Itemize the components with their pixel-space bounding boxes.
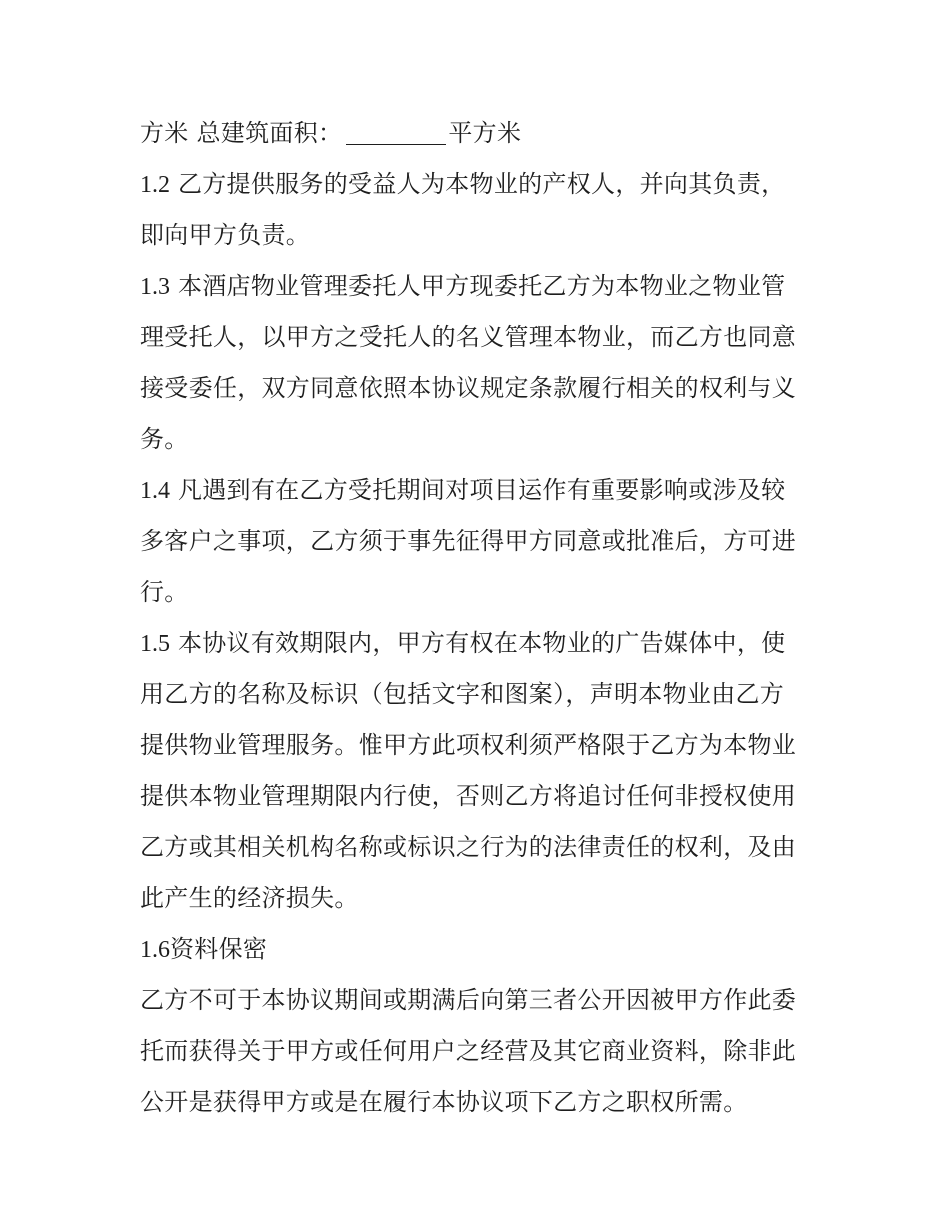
clause-1-5 bbox=[140, 618, 820, 924]
clause-line: 多客户之事项，乙方须于事先征得甲方同意或批准后，方可进 bbox=[140, 527, 797, 555]
clause-1-3 bbox=[140, 261, 820, 465]
clause-line: 用乙方的名称及标识（包括文字和图案），声明本物业由乙方 bbox=[140, 680, 785, 708]
clause-text: 本酒店物业管理委托人甲方现委托乙方为本物业之物业管 bbox=[177, 272, 786, 300]
paragraph-line: 乙方不可于本协议期间或期满后向第三者公开因被甲方作此委 bbox=[140, 986, 797, 1014]
clause-line: 此产生的经济损失。 bbox=[140, 884, 359, 912]
total-area-line bbox=[140, 108, 820, 159]
clause-line: 务。 bbox=[140, 425, 189, 453]
clause-line: 提供本物业管理期限内行使，否则乙方将追讨任何非授权使用 bbox=[140, 782, 797, 810]
clause-number: 1.2 bbox=[140, 172, 170, 198]
clause-1-2 bbox=[140, 159, 820, 261]
total-area-blank bbox=[346, 114, 446, 145]
clause-number: 1.5 bbox=[140, 631, 170, 657]
clause-line: 提供物业管理服务。惟甲方此项权利须严格限于乙方为本物业 bbox=[140, 731, 797, 759]
clause-line: 行。 bbox=[140, 578, 189, 606]
clause-line: 理受托人，以甲方之受托人的名义管理本物业，而乙方也同意 bbox=[140, 323, 797, 351]
clause-number: 1.6 bbox=[140, 937, 170, 963]
paragraph-line: 托而获得关于甲方或任何用户之经营及其它商业资料，除非此 bbox=[140, 1037, 797, 1065]
clause-text: 资料保密 bbox=[170, 935, 268, 963]
confidentiality-paragraph bbox=[140, 975, 820, 1128]
area-line-prefix: 方米 总建筑面积： bbox=[140, 119, 343, 147]
clause-text: 本协议有效期限内，甲方有权在本物业的广告媒体中，使 bbox=[177, 629, 786, 657]
clause-line: 乙方或其相关机构名称或标识之行为的法律责任的权利，及由 bbox=[140, 833, 797, 861]
clause-1-6 bbox=[140, 924, 820, 975]
clause-number: 1.3 bbox=[140, 274, 170, 300]
clause-line bbox=[140, 618, 820, 669]
clause-line: 即向甲方负责。 bbox=[140, 221, 311, 249]
clause-1-4 bbox=[140, 465, 820, 618]
clause-line: 接受委任，双方同意依照本协议规定条款履行相关的权利与义 bbox=[140, 374, 797, 402]
clause-line bbox=[140, 261, 820, 312]
clause-text: 乙方提供服务的受益人为本物业的产权人，并向其负责， bbox=[177, 170, 786, 198]
clause-number: 1.4 bbox=[140, 478, 170, 504]
clause-line bbox=[140, 159, 820, 210]
document-body bbox=[140, 108, 820, 1128]
clause-line bbox=[140, 465, 820, 516]
area-line-suffix: 平方米 bbox=[448, 119, 522, 147]
clause-heading bbox=[140, 924, 820, 975]
paragraph-line: 公开是获得甲方或是在履行本协议项下乙方之职权所需。 bbox=[140, 1088, 748, 1116]
clause-text: 凡遇到有在乙方受托期间对项目运作有重要影响或涉及较 bbox=[177, 476, 786, 504]
